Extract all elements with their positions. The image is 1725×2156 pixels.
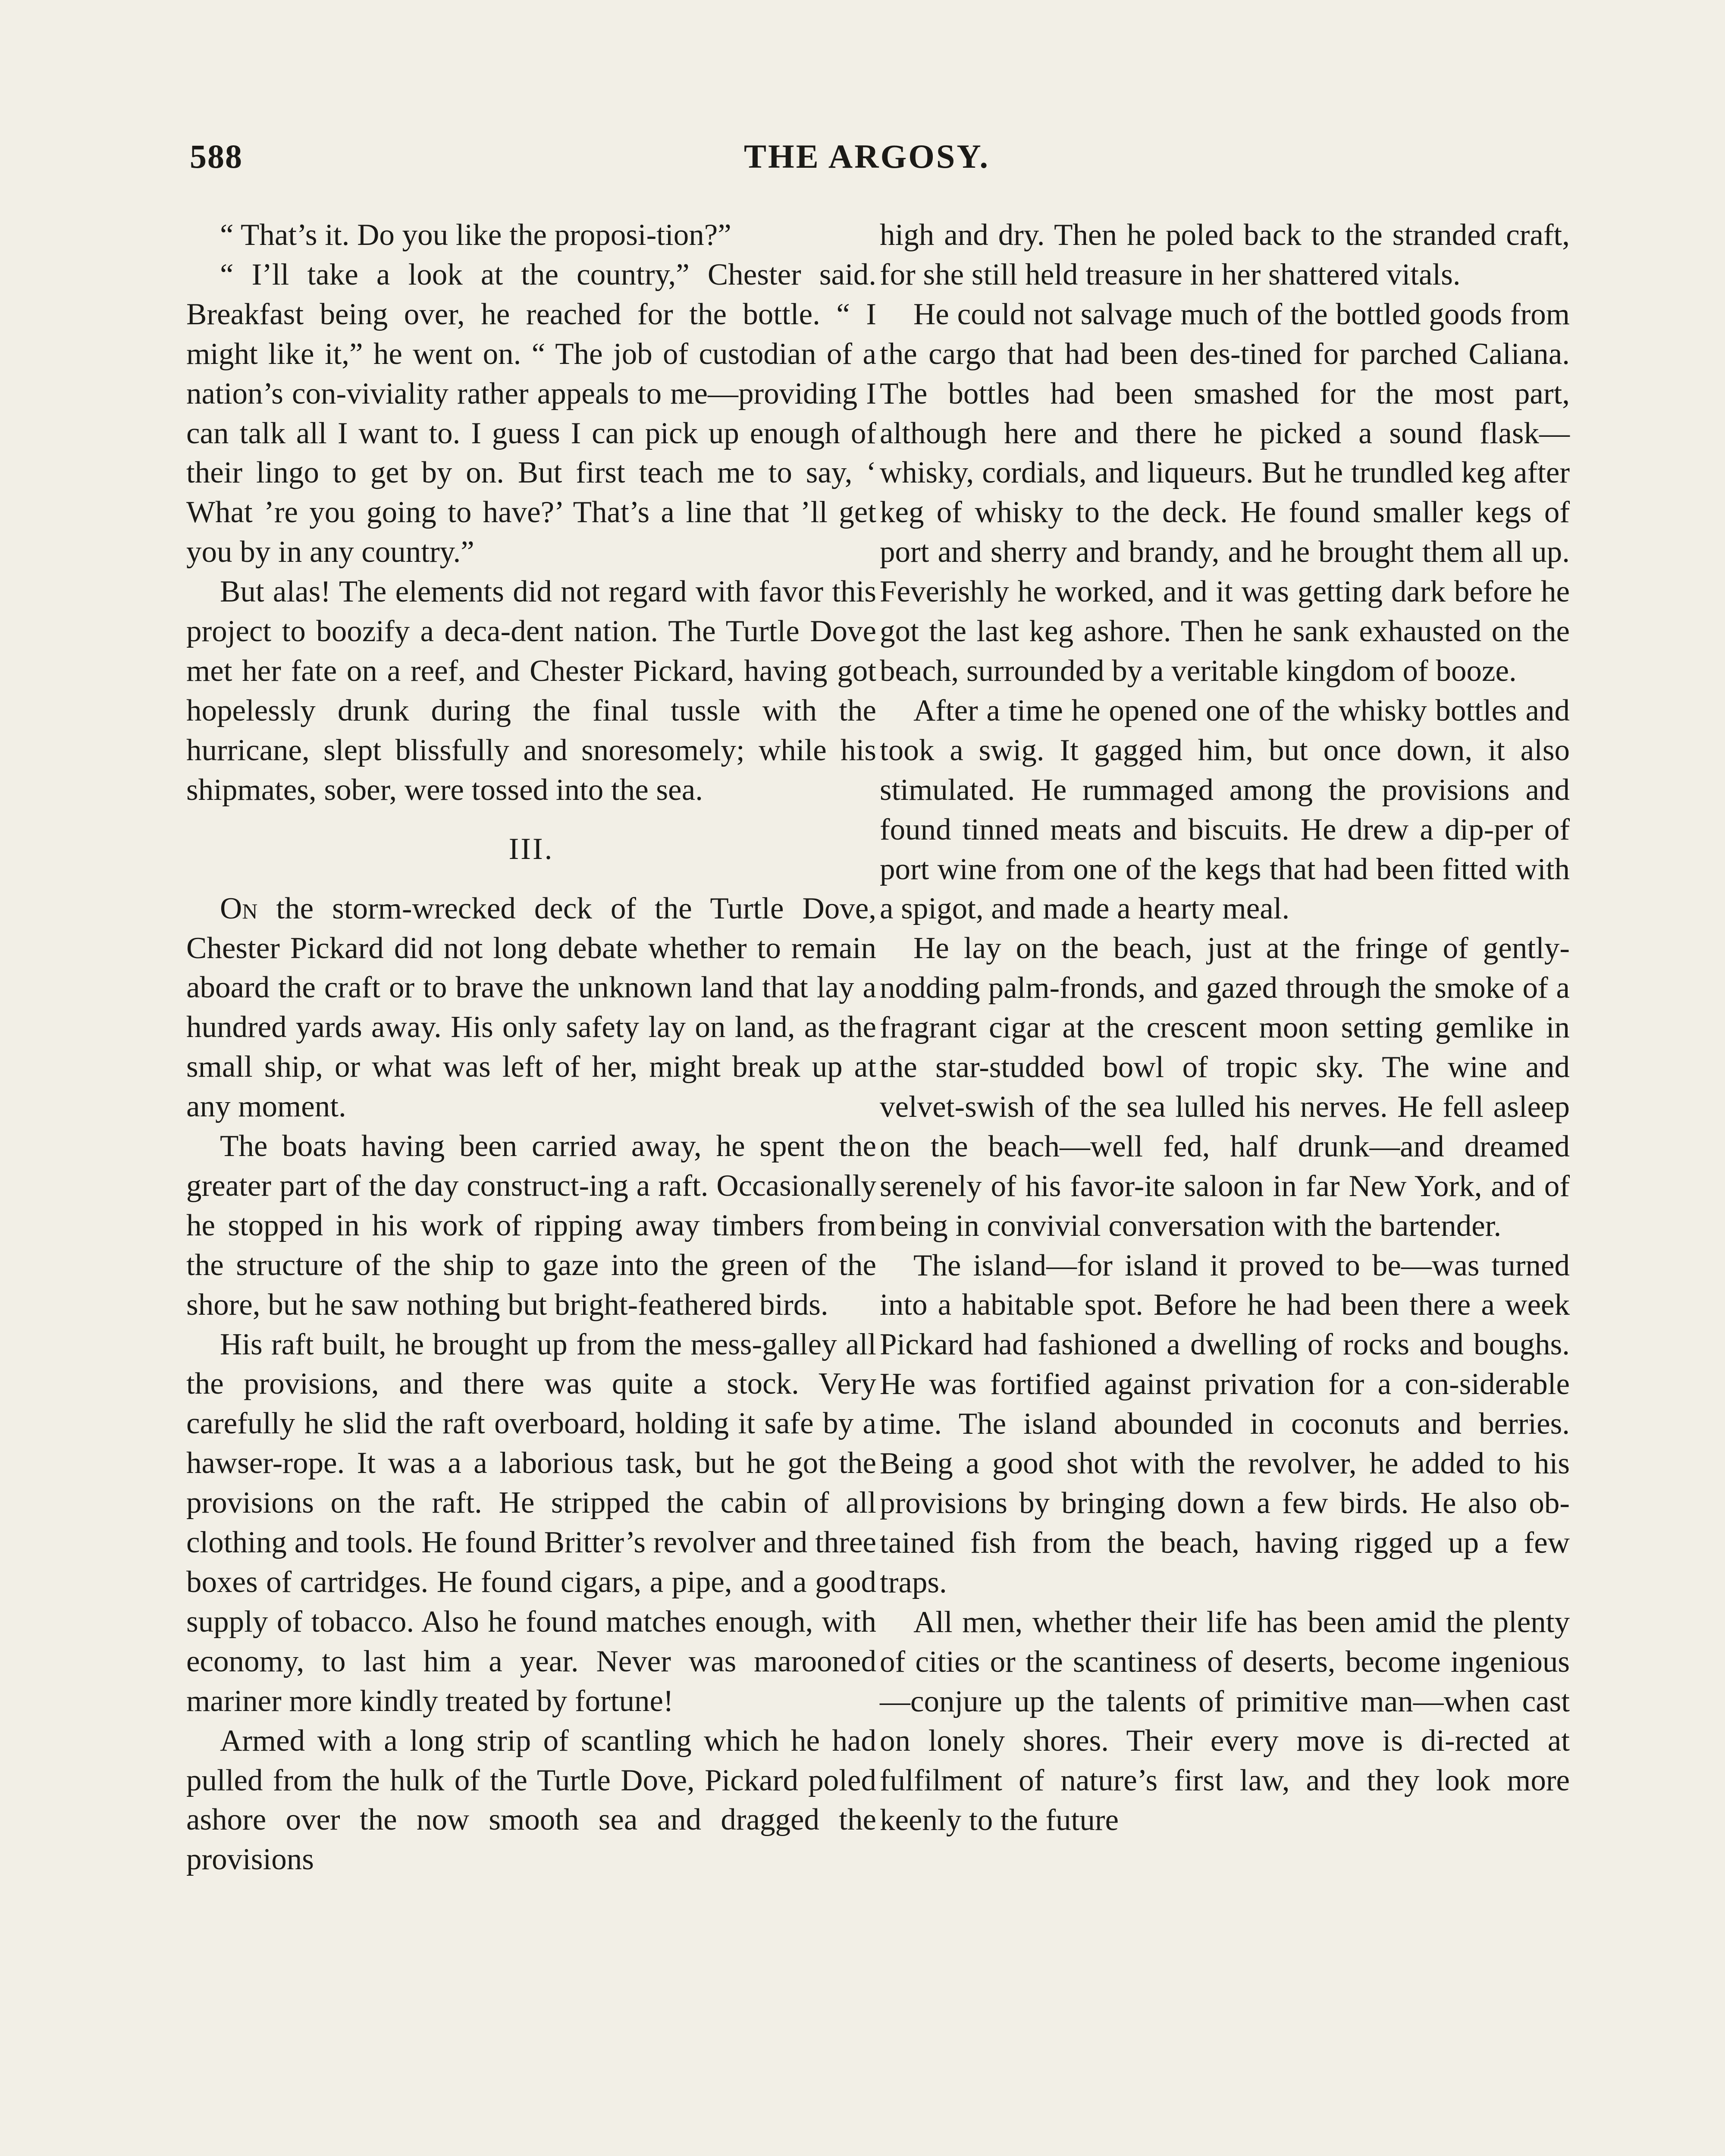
page-header xyxy=(190,137,1544,189)
paragraph: “ That’s it. Do you like the proposi-tion?” xyxy=(220,218,731,252)
paragraph: He lay on the beach, just at the fringe of gently-nodding palm-fronds, and gazed through the smoke of a fragrant cigar at the crescent moon setting gemlike in the star-studded bowl of tropic sky. The wine and velvet-swish of the sea lulled his nerves. He fell asleep on the beach—well fed, half drunk—and dreamed serenely of his favor-ite saloon in far New York, and of being in convivial conversation with the bartender. xyxy=(880,931,1570,1243)
running-title: THE ARGOSY. xyxy=(744,138,990,175)
paragraph: All men, whether their life has been amid the plenty of cities or the scantiness of deserts, become ingenious—conjure up the talents of primitive man—when cast on lonely shores. Their every move is di-rected at fulfilment of nature’s first law, and they look more keenly to the future xyxy=(880,1605,1570,1837)
paragraph: Armed with a long strip of scantling which he had pulled from the hulk of the Turtle Dove, Pickard poled ashore over the now smooth sea and dragged the provisions xyxy=(186,1724,876,1877)
page-number: 588 xyxy=(190,138,243,175)
paragraph: After a time he opened one of the whisky bottles and took a swig. It gagged him, but once down, it also stimulated. He rummaged among the provisions and found tinned meats and biscuits. He drew a dip-per of port wine from one of the kegs that had been fitted with a spigot, and made a hearty meal. xyxy=(880,693,1570,926)
paragraph: The boats having been carried away, he spent the greater part of the day construct-ing a raft. Occasionally he stopped in his work of ripping away timbers from the structure of the ship to gaze into the green of the shore, but he saw nothing but bright-feathered birds. xyxy=(186,1129,876,1322)
section-heading: III. xyxy=(508,832,554,866)
paragraph: The island—for island it proved to be—was turned into a habitable spot. Before he had been there a week Pickard had fashioned a dwelling of rocks and boughs. He was fortified against privation for a con-siderable time. The island abounded in coconuts and berries. Being a good shot with the revolver, he added to his provisions by bringing down a few birds. He also ob-tained fish from the beach, having rigged up a few traps. xyxy=(880,1248,1570,1599)
paragraph: His raft built, he brought up from the mess-galley all the provisions, and there was quite a stock. Very carefully he slid the raft overboard, holding it safe by a hawser-rope. It was a a laborious task, but he got the provisions on the raft. He stripped the cabin of all clothing and tools. He found Britter’s revolver and three boxes of cartridges. He found cigars, a pipe, and a good supply of tobacco. Also he found matches enough, with economy, to last him a year. Never was marooned mariner more kindly treated by fortune! xyxy=(186,1327,876,1718)
right-column xyxy=(880,216,1570,1840)
paragraph xyxy=(186,889,876,1127)
paragraph-text: the storm-wrecked deck of the Turtle Dove, Chester Pickard did not long debate whether to remain aboard the craft or to brave the unknown land that lay a hundred yards away. His only safety lay on land, as the small ship, or what was left of her, might break up at any moment. xyxy=(186,891,876,1124)
paragraph: high and dry. Then he poled back to the stranded craft, for she still held treasure in her shattered vitals. xyxy=(880,218,1570,291)
paragraph: He could not salvage much of the bottled goods from the cargo that had been des-tined for parched Caliana. The bottles had been smashed for the most part, although here and there he picked a sound flask—whisky, cordials, and liqueurs. But he trundled keg after keg of whisky to the deck. He found smaller kegs of port and sherry and brandy, and he brought them all up. Feverishly he worked, and it was getting dark before he got the last keg ashore. Then he sank exhausted on the beach, surrounded by a veritable kingdom of booze. xyxy=(880,297,1570,688)
paragraph-lead-word: On xyxy=(220,891,258,925)
left-column xyxy=(186,216,876,1880)
paragraph: “ I’ll take a look at the country,” Chester said. Breakfast being over, he reached for the bottle. “ I might like it,” he went on. “ The job of custodian of a nation’s con-viviality rather appeals to me—providing I can talk all I want to. I guess I can pick up enough of their lingo to get by on. But first teach me to say, ‘ What ’re you going to have?’ That’s a line that ’ll get you by in any country.” xyxy=(186,257,876,569)
paragraph: But alas! The elements did not regard with favor this project to boozify a deca-dent nation. The Turtle Dove met her fate on a reef, and Chester Pickard, having got hopelessly drunk during the final tussle with the hurricane, slept blissfully and snoresomely; while his shipmates, sober, were tossed into the sea. xyxy=(186,575,876,807)
